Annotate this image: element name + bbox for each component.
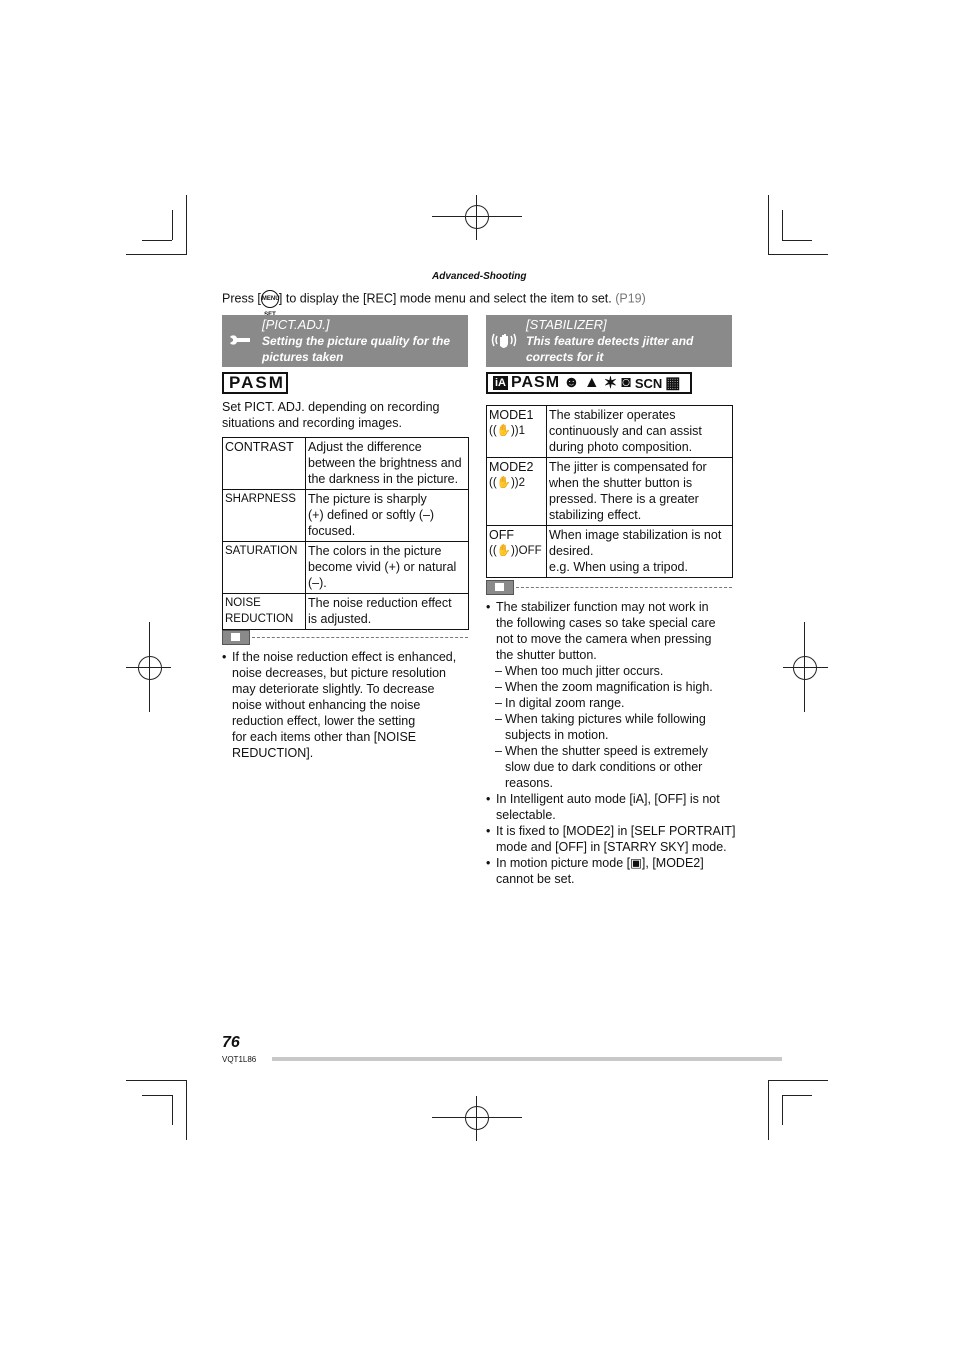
- page-reference: (P19): [615, 291, 646, 306]
- list-item: • The stabilizer function may not work in the following cases so take special care not to move the camera when pressing the shutter button.: [486, 599, 736, 663]
- list-item: • If the noise reduction effect is enhanced, noise decreases, but picture resolution may deteriorate slightly. To decrease noise without enhancing the noise reduction effect, lower the setting for each items other than [NOISE REDUCTION].: [222, 649, 470, 761]
- stabilizer-notes: [486, 599, 736, 887]
- intro-text: Press [MENU] to display the [REC] mode menu and select the item to set. (P19): [222, 290, 646, 308]
- list-item: – When taking pictures while following subjects in motion.: [486, 711, 736, 743]
- table-row: OFF ((✋))OFF When image stabilization is not desired. e.g. When using a tripod.: [487, 526, 733, 578]
- pict-adj-title: [PICT.ADJ.]: [262, 317, 330, 332]
- list-item: • In Intelligent auto mode [iA], [OFF] is not selectable.: [486, 791, 736, 823]
- scenery-icon: ▲: [583, 374, 601, 391]
- stabilizer-subtitle: This feature detects jitter and corrects for it: [526, 334, 694, 364]
- footer-rule: [272, 1057, 782, 1061]
- pict-adj-header: [222, 315, 468, 367]
- stabilizer-modes: iA PASM ☻ ▲ ✶ ◙ SCN ▦: [486, 372, 692, 394]
- document-code: VQT1L86: [222, 1055, 257, 1064]
- table-row: SHARPNESS The picture is sharply (+) defined or softly (–) focused.: [223, 490, 469, 542]
- list-item: – In digital zoom range.: [486, 695, 736, 711]
- sports-icon: ✶: [603, 375, 619, 392]
- intelligent-auto-icon: iA: [495, 377, 506, 389]
- note-icon: [486, 580, 514, 595]
- motion-picture-icon: ▦: [665, 375, 682, 392]
- night-portrait-icon: ◙: [621, 374, 632, 391]
- scene-mode-icon: SCN: [634, 375, 663, 391]
- pict-adj-subtitle: Setting the picture quality for the pictures taken: [262, 334, 451, 364]
- stabilizer-hand-icon: [490, 327, 518, 353]
- mode2-icon: ((✋))2: [489, 477, 526, 489]
- pict-adj-table: [222, 437, 469, 630]
- list-item: – When the shutter speed is extremely slow due to dark conditions or other reasons.: [486, 743, 736, 791]
- list-item: • In motion picture mode [▣], [MODE2] cannot be set.: [486, 855, 736, 887]
- stabilizer-table: [486, 405, 733, 578]
- menu-set-button-icon: MENU: [261, 290, 279, 308]
- stabilizer-title: [STABILIZER]: [526, 317, 607, 332]
- portrait-icon: ☻: [563, 374, 581, 391]
- pict-adj-modes: PASM: [222, 372, 288, 394]
- table-row: SATURATION The colors in the picture become vivid (+) or natural (–).: [223, 542, 469, 594]
- wrench-icon: [226, 327, 254, 353]
- mode1-icon: ((✋))1: [489, 425, 526, 437]
- stabilizer-off-icon: ((✋))OFF: [489, 545, 542, 557]
- pict-adj-description: Set PICT. ADJ. depending on recording situations and recording images.: [222, 400, 440, 430]
- table-row: MODE1 ((✋))1 The stabilizer operates continuously and can assist during photo composition.: [487, 406, 733, 458]
- table-row: MODE2 ((✋))2 The jitter is compensated for when the shutter button is pressed. There is a greater stabilizing effect.: [487, 458, 733, 526]
- note-divider: [516, 587, 732, 588]
- table-row: CONTRAST Adjust the difference between the brightness and the darkness in the picture.: [223, 438, 469, 490]
- list-item: – When the zoom magnification is high.: [486, 679, 736, 695]
- page-number: 76: [222, 1034, 240, 1051]
- pict-adj-notes: [222, 649, 470, 761]
- stabilizer-header: [486, 315, 732, 367]
- note-divider: [252, 637, 468, 638]
- list-item: • It is fixed to [MODE2] in [SELF PORTRAIT] mode and [OFF] in [STARRY SKY] mode.: [486, 823, 736, 855]
- list-item: – When too much jitter occurs.: [486, 663, 736, 679]
- section-label: Advanced-Shooting: [432, 271, 527, 282]
- note-icon: [222, 630, 250, 645]
- table-row: NOISE REDUCTION The noise reduction effect is adjusted.: [223, 594, 469, 630]
